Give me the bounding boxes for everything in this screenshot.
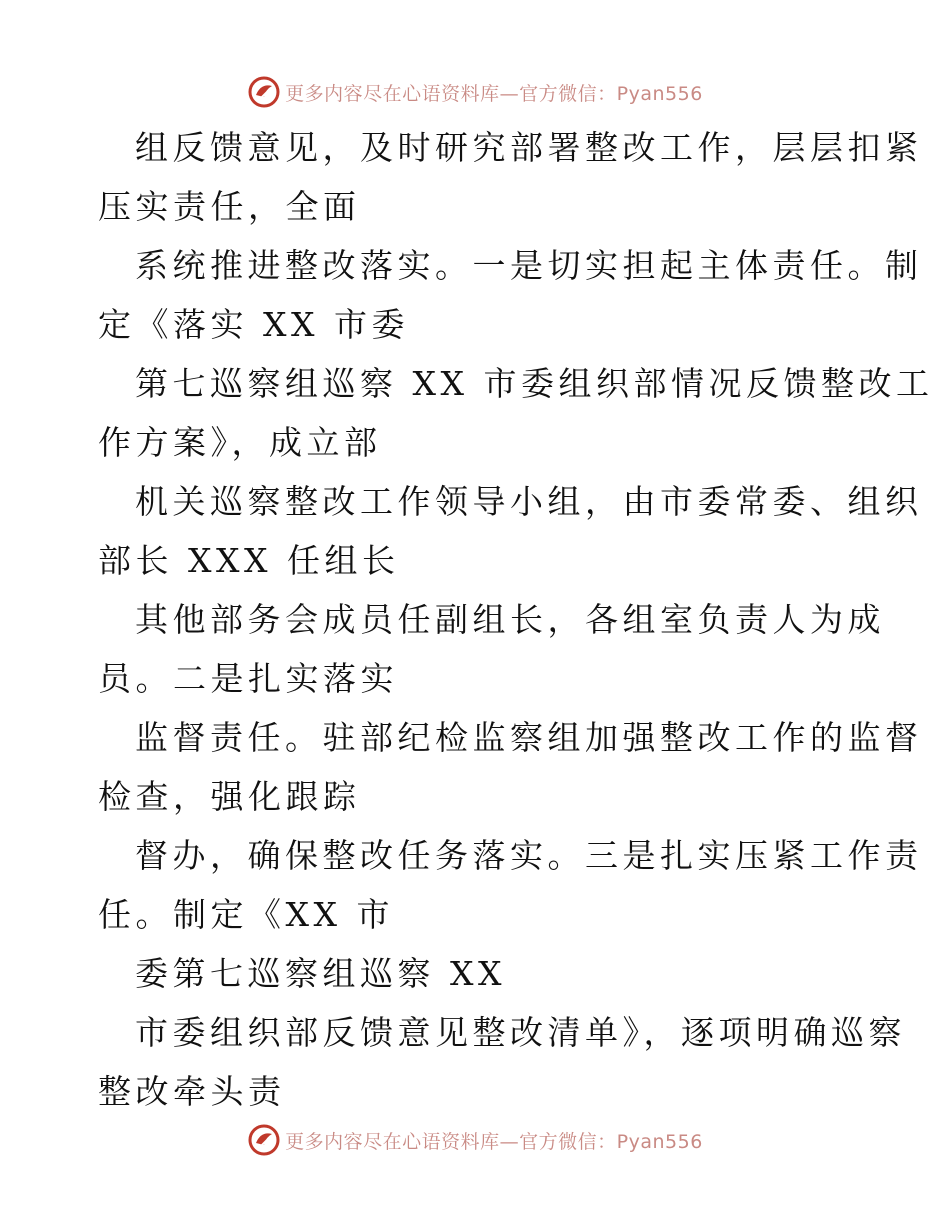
body-line: 员。二是扎实落实 xyxy=(98,659,398,698)
body-line: 任。制定《XX 市 xyxy=(98,895,394,934)
footer-banner-text xyxy=(285,1127,703,1154)
body-line: 整改牵头责 xyxy=(98,1072,286,1111)
footer-banner xyxy=(0,1118,950,1162)
body-line: 市委组织部反馈意见整改清单》，逐项明确巡察 xyxy=(135,1013,906,1052)
body-line: 督办，确保整改任务落实。三是扎实压紧工作责 xyxy=(135,836,923,875)
body-line: 机关巡察整改工作领导小组，由市委常委、组织 xyxy=(135,482,923,521)
body-line: 检查，强化跟踪 xyxy=(98,777,361,816)
header-banner-wechat: Pyan556 xyxy=(616,82,703,105)
body-line: 部长 XXX 任组长 xyxy=(98,541,400,580)
body-line: 监督责任。驻部纪检监察组加强整改工作的监督 xyxy=(135,718,923,757)
body-line: 定《落实 XX 市委 xyxy=(98,305,409,344)
document-body xyxy=(0,118,950,1121)
footer-banner-label: 更多内容尽在心语资料库—官方微信： xyxy=(285,1130,617,1153)
body-line: 组反馈意见，及时研究部署整改工作，层层扣紧 xyxy=(135,128,923,167)
brand-logo-icon xyxy=(247,1123,281,1157)
header-banner-text xyxy=(285,79,703,106)
body-line: 第七巡察组巡察 XX 市委组织部情况反馈整改工 xyxy=(135,364,934,403)
body-line: 压实责任，全面 xyxy=(98,187,361,226)
brand-logo-icon xyxy=(247,75,281,109)
body-line: 系统推进整改落实。一是切实担起主体责任。制 xyxy=(135,246,923,285)
header-banner-label: 更多内容尽在心语资料库—官方微信： xyxy=(285,82,617,105)
body-line: 其他部务会成员任副组长，各组室负责人为成 xyxy=(135,600,885,639)
header-banner xyxy=(0,70,950,114)
body-line: 作方案》，成立部 xyxy=(98,423,382,462)
footer-banner-wechat: Pyan556 xyxy=(616,1130,703,1153)
body-line: 委第七巡察组巡察 XX xyxy=(135,954,506,993)
